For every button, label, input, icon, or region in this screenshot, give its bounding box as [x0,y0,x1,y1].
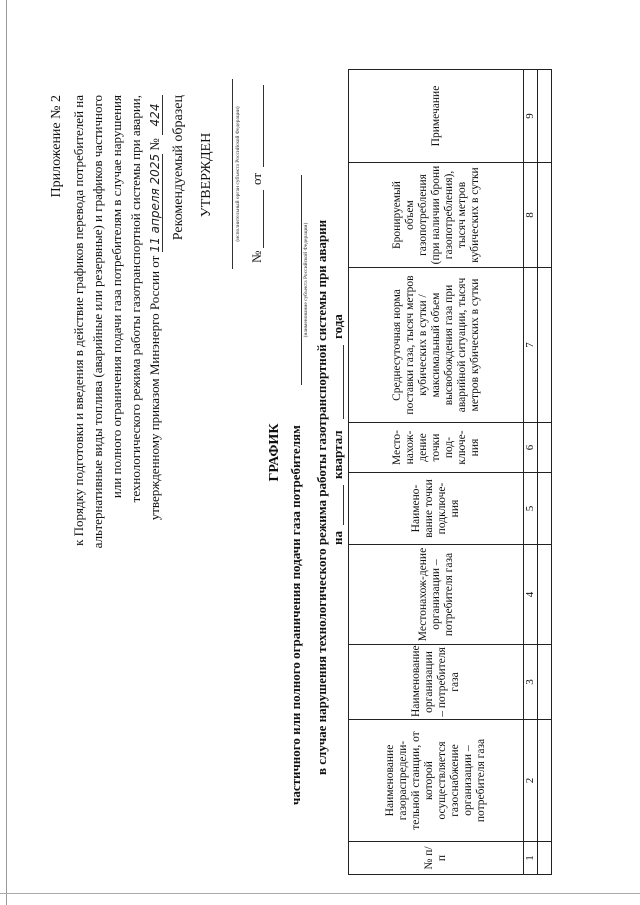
period-quarter: квартал [330,430,345,479]
appendix-label: Приложение № 2 [49,95,64,198]
schedule-table [348,69,552,875]
period-on: на [330,531,345,545]
approval-number-label: № [249,250,264,263]
order-prefix: утвержденному приказом Минэнерго России от [147,255,162,521]
column-number: 9 [524,70,538,163]
organ-caption: (исполнительный орган субъекта Российской Федерации) [235,106,241,242]
column-number: 2 [524,720,538,842]
title-line-2: в случае нарушения технологического режима работы газотранспортной системы при аварии [314,219,329,775]
column-number: 1 [524,842,538,875]
column-number: 6 [524,423,538,473]
header-line-2: альтернативные виды топлива (аварийные или резервные) и графиков частичного [90,95,105,549]
table-cell [538,163,552,268]
order-no-label: № [147,138,162,151]
title-line-1: частичного или полного ограничения подачи газа потребителям [288,425,303,805]
table-cell [538,720,552,842]
header-cell-note: Примечание [349,70,524,163]
table-row-numbers [524,70,538,875]
approval-date-line [263,85,264,167]
table-cell [538,268,552,423]
column-number: 3 [524,645,538,720]
table-cell [538,545,552,645]
header-line-1: к Порядку подготовки и введения в действие графиков перевода потребителей на [71,95,86,546]
header-cell-reserved-volume: Бронируемый объем газопотребления (при наличии брони газопотребления), тысяч метров кубических в сутки [349,163,524,268]
header-order-line [148,95,163,520]
column-number: 4 [524,545,538,645]
header-cell-consumer-location: Местонахож-дение организации – потребителя газа [349,545,524,645]
header-cell-point-location: Место-нахож-дение точки под-ключе-ния [349,423,524,473]
table-row [538,70,552,875]
approval-from-label: от [249,172,264,185]
period-quarter-line [343,485,344,525]
order-number: 424 [148,95,163,135]
organ-line [232,79,233,269]
document-title: ГРАФИК [267,423,282,482]
table-cell [538,473,552,545]
subject-line [301,175,302,385]
header-cell-point-name: Наимено-вание точки подключе-ния [349,473,524,545]
period-year-line [343,345,344,419]
table-cell [538,842,552,875]
sample-label: Рекомендуемый образец [171,95,186,241]
table-cell [538,423,552,473]
header-line-4: технологического режима работы газотранспортной системы при аварии, [128,95,143,503]
subject-caption: (наименование субъекта Российской Федерации) [303,222,309,338]
table-cell [538,70,552,163]
header-cell-daily-norm: Среднесуточная норма поставки газа, тысяч метров кубических в сутки / максимальный объем высвобождения газа при аварийной ситуации, тысяч метров кубических в сутки [349,268,524,423]
header-cell-consumer-name: Наименование организации – потребителя газа [349,645,524,720]
header-cell-gds: Наименование газораспредели-тельной станции, от которой осуществляется газоснабжение организации – потребителя газа [349,720,524,842]
table-header-row [349,70,524,875]
column-number: 5 [524,473,538,545]
table-cell [538,645,552,720]
column-number: 7 [524,268,538,423]
approval-title: УТВЕРЖДЕН [199,132,214,218]
period-year: года [330,314,345,339]
header-line-3: или полного ограничения подачи газа потребителям в случае нарушения [109,95,124,499]
column-number: 8 [524,163,538,268]
order-date: 11 апреля 2025 [148,153,162,253]
approval-number-line [263,190,264,248]
header-cell-number: № п/п [349,842,524,875]
